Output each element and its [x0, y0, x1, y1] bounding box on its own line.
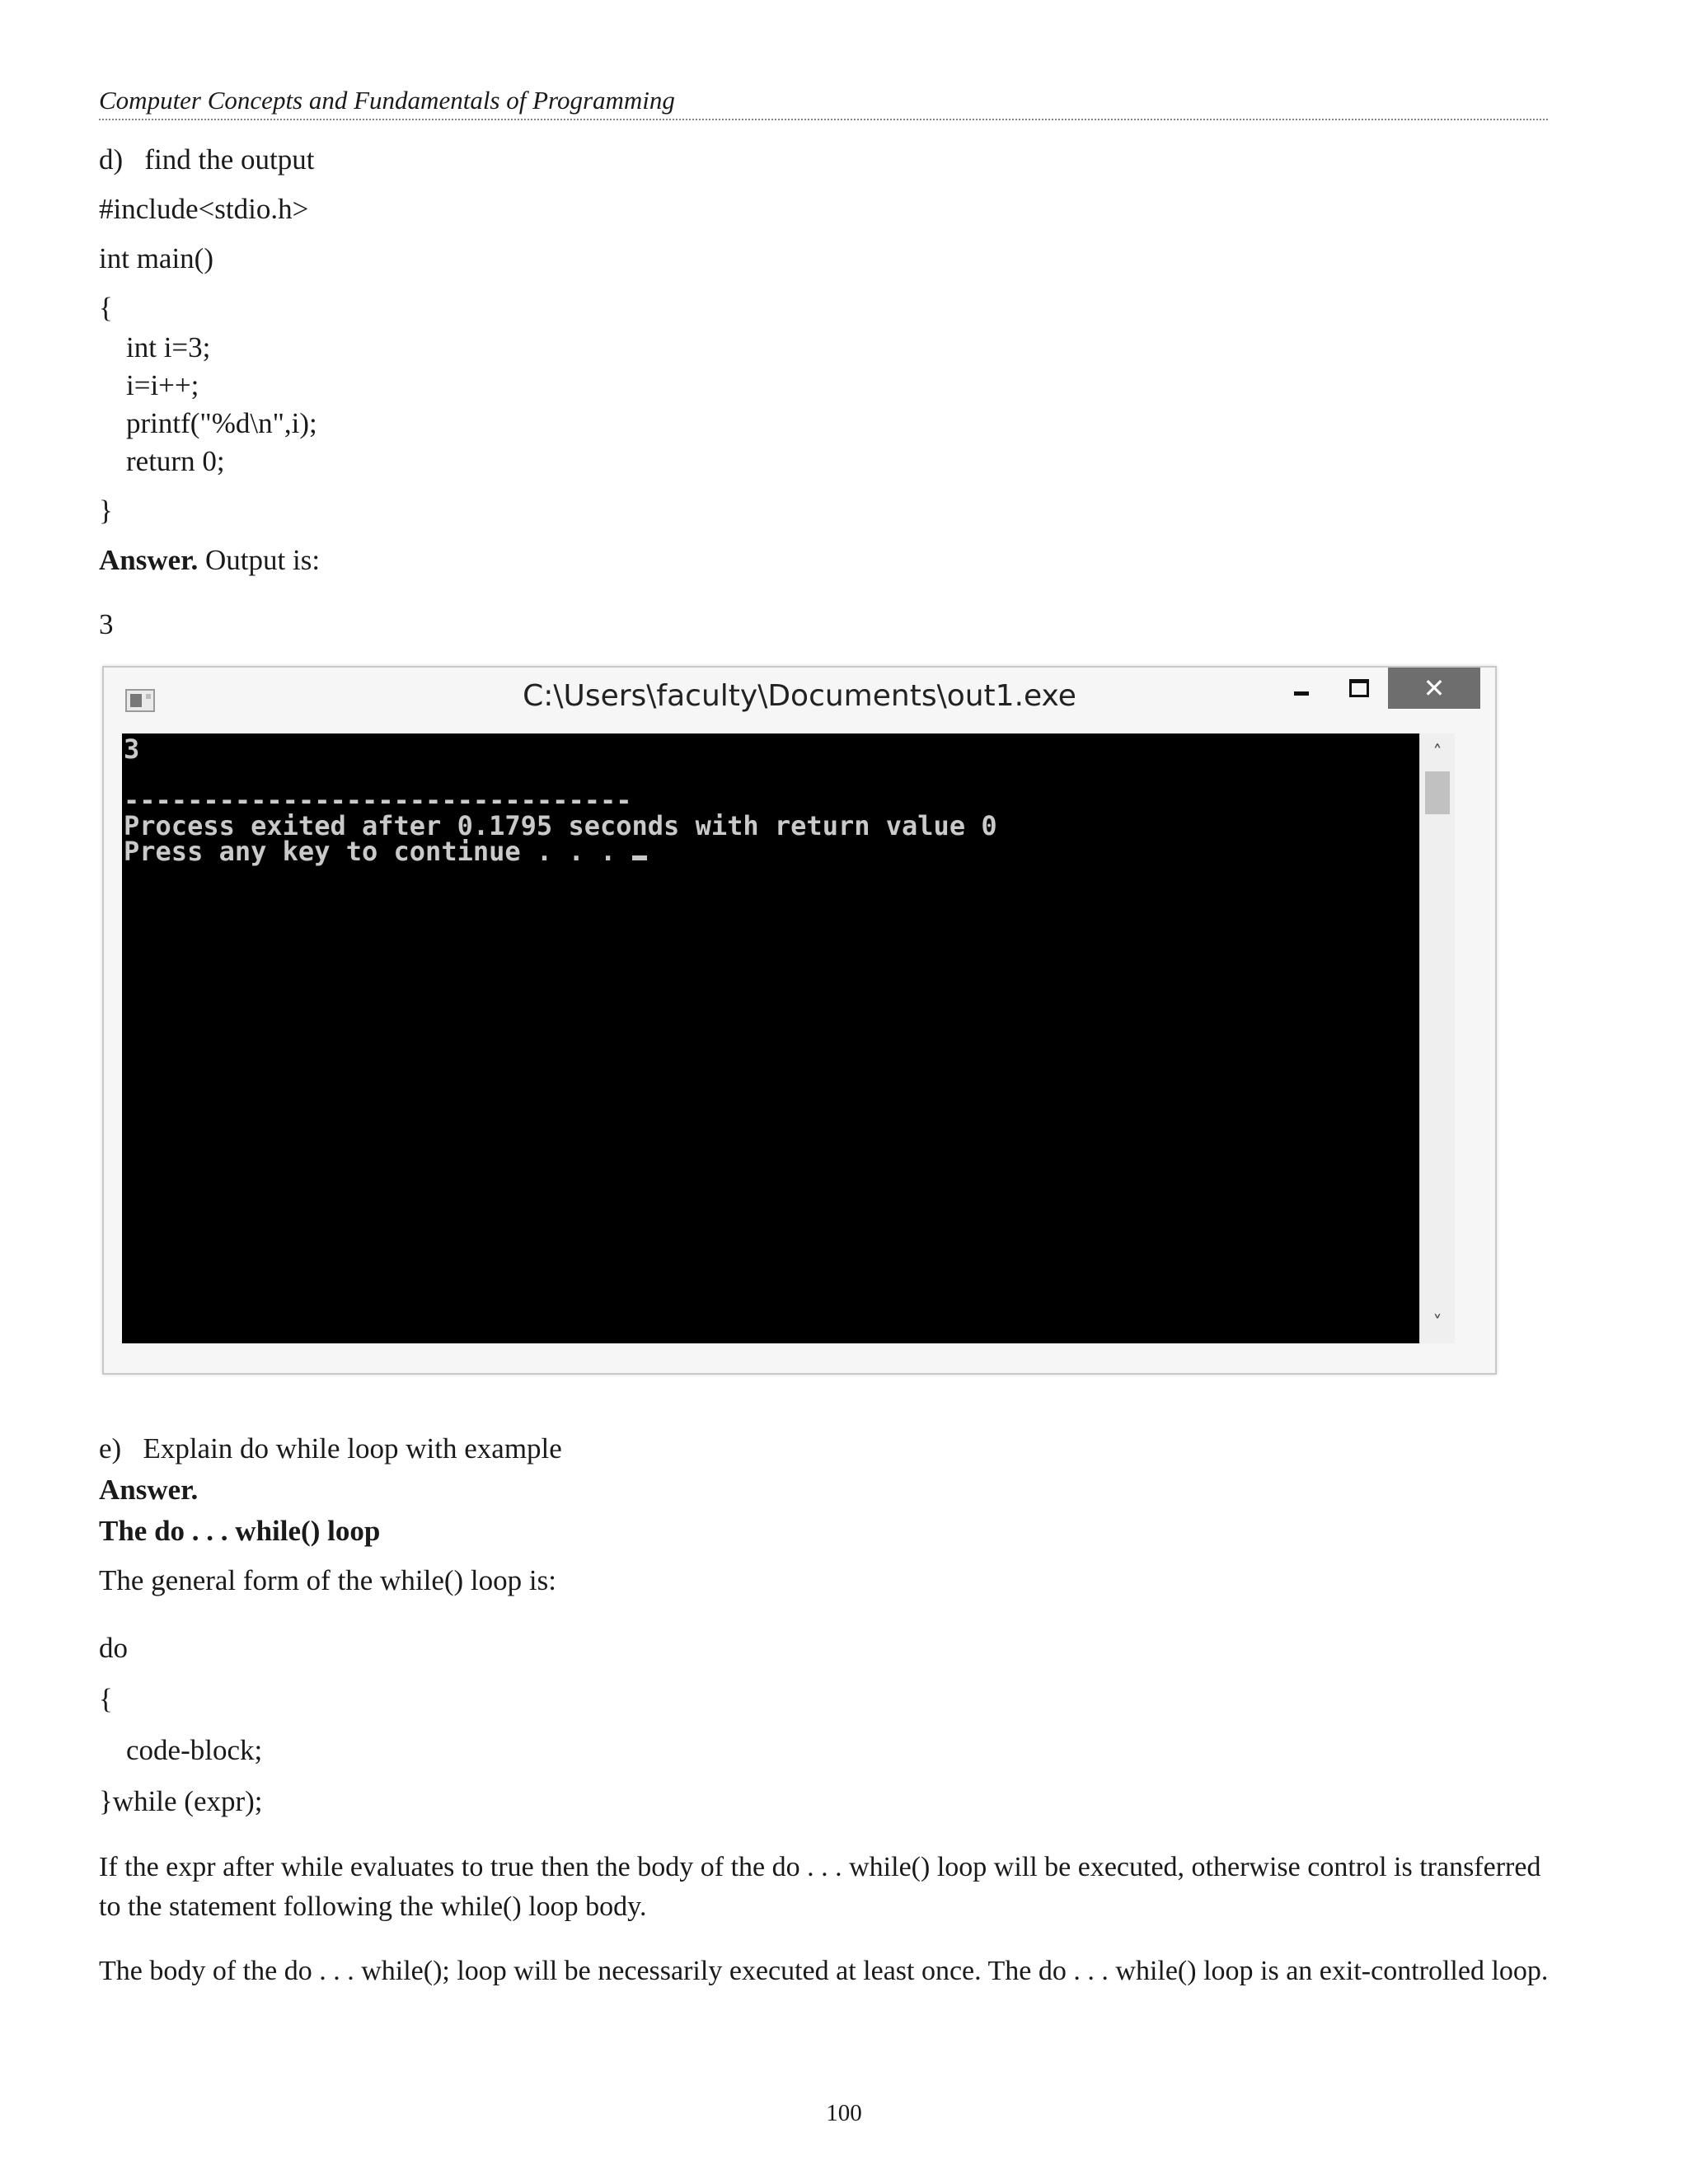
maximize-icon	[1349, 679, 1369, 697]
close-button[interactable]	[1388, 668, 1480, 709]
console-line: --------------------------------	[124, 785, 632, 816]
console-prompt: Press any key to continue . . .	[124, 836, 632, 867]
console-window	[102, 666, 1497, 1375]
code-line: }while (expr);	[99, 1785, 263, 1817]
close-icon: ✕	[1423, 673, 1446, 704]
code-line: {	[99, 292, 113, 324]
scrollbar-thumb[interactable]	[1425, 771, 1450, 814]
question-d: d) find the output	[99, 143, 315, 176]
intro-text: The general form of the while() loop is:	[99, 1564, 556, 1596]
code-line: return 0;	[126, 445, 225, 477]
minimize-button[interactable]	[1273, 668, 1330, 709]
paragraph-line: If the expr after while evaluates to true then the body of the do . . . while() loop will be executed, otherwise control is transferred	[99, 1852, 1541, 1882]
scroll-up-icon[interactable]: ˄	[1432, 743, 1442, 763]
answer-d	[99, 542, 320, 579]
console-text	[124, 733, 997, 867]
running-header: Computer Concepts and Fundamentals of Programming	[99, 84, 1548, 120]
console-output[interactable]	[122, 733, 1419, 1343]
maximize-button[interactable]	[1330, 668, 1388, 709]
console-line	[124, 836, 997, 867]
code-line: int i=3;	[126, 331, 211, 363]
answer-label: Answer.	[99, 544, 199, 576]
code-line: code-block;	[126, 1734, 263, 1766]
paragraph-line: to the statement following the while() loop body.	[99, 1891, 647, 1922]
console-line: Process exited after 0.1795 seconds with return value 0	[124, 810, 997, 841]
text-cursor	[632, 855, 647, 860]
window-titlebar[interactable]	[104, 668, 1495, 732]
code-line: i=i++;	[126, 369, 199, 401]
scroll-down-icon[interactable]: ˅	[1432, 1313, 1442, 1333]
subheading: The do . . . while() loop	[99, 1515, 381, 1547]
console-line: 3	[124, 733, 140, 765]
answer-label: Answer.	[99, 1474, 199, 1506]
question-e: e) Explain do while loop with example	[99, 1432, 562, 1465]
paragraph-line: The body of the do . . . while(); loop will be necessarily executed at least once. The do . . . while() loop is an exit-controlled loop.	[99, 1956, 1549, 1986]
code-line: int main()	[99, 242, 213, 274]
code-line: {	[99, 1683, 113, 1715]
page-number: 100	[826, 2100, 862, 2126]
code-line: printf("%d\n",i);	[126, 407, 317, 439]
code-line: }	[99, 494, 113, 527]
code-line: #include<stdio.h>	[99, 193, 309, 225]
minimize-icon	[1294, 691, 1309, 696]
output-value: 3	[99, 608, 114, 640]
vertical-scrollbar[interactable]	[1419, 733, 1455, 1343]
answer-text: Output is:	[198, 544, 321, 576]
window-title: C:\Users\faculty\Documents\out1.exe	[523, 679, 1076, 713]
code-line: do	[99, 1632, 128, 1664]
